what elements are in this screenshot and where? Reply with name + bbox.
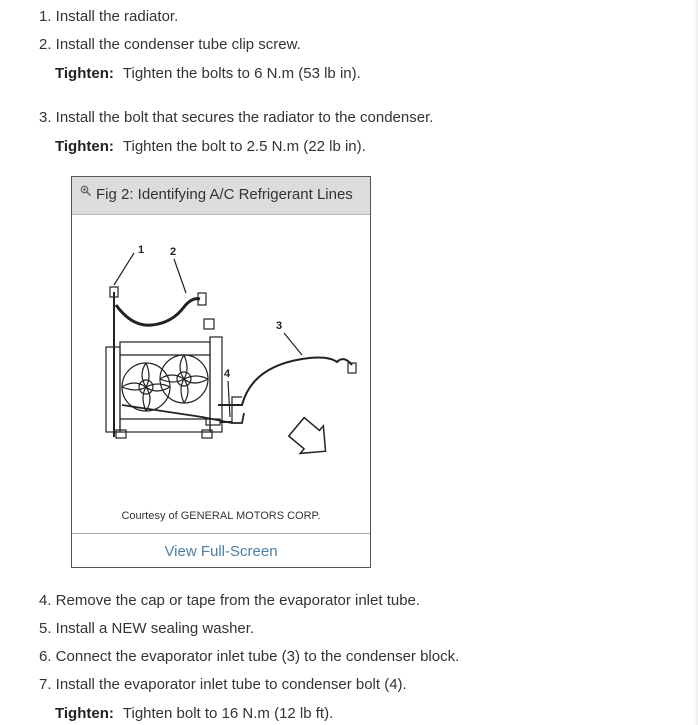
tighten-note-1: [55, 65, 361, 83]
tighten-text: Tighten bolt to 16 N.m (12 lb ft).: [122, 705, 334, 722]
tighten-note-3: [55, 705, 333, 723]
tighten-note-2: [55, 138, 366, 156]
step-2: 2. Install the condenser tube clip screw.: [39, 36, 301, 53]
figure-credit: Courtesy of GENERAL MOTORS CORP.: [121, 510, 321, 522]
page-edge-shadow: [694, 0, 698, 725]
magnifier-icon[interactable]: [80, 185, 92, 197]
callout-3: 3: [276, 320, 283, 332]
tighten-text: Tighten the bolts to 6 N.m (53 lb in).: [122, 65, 361, 82]
step-7: 7. Install the evaporator inlet tube to condenser bolt (4).: [39, 676, 407, 693]
tighten-label: Tighten:: [55, 65, 114, 82]
divider: [72, 533, 370, 534]
view-full-screen-link[interactable]: View Full-Screen: [164, 543, 278, 560]
tighten-text: Tighten the bolt to 2.5 N.m (22 lb in).: [122, 138, 366, 155]
step-4: 4. Remove the cap or tape from the evaporator inlet tube.: [39, 592, 421, 609]
step-1: 1. Install the radiator.: [39, 8, 179, 25]
refrigerant-lines-diagram: [92, 237, 372, 477]
callout-1: 1: [138, 244, 145, 256]
callout-2: 2: [170, 246, 177, 258]
figure-title: Fig 2: Identifying A/C Refrigerant Lines: [96, 186, 353, 203]
step-6: 6. Connect the evaporator inlet tube (3) to the condenser block.: [39, 648, 460, 665]
step-5: 5. Install a NEW sealing washer.: [39, 620, 255, 637]
tighten-label: Tighten:: [55, 705, 114, 722]
tighten-label: Tighten:: [55, 138, 114, 155]
figure-header: [72, 177, 370, 215]
figure-box: [71, 176, 371, 568]
step-3: 3. Install the bolt that secures the radiator to the condenser.: [39, 109, 434, 126]
callout-4: 4: [224, 368, 231, 380]
